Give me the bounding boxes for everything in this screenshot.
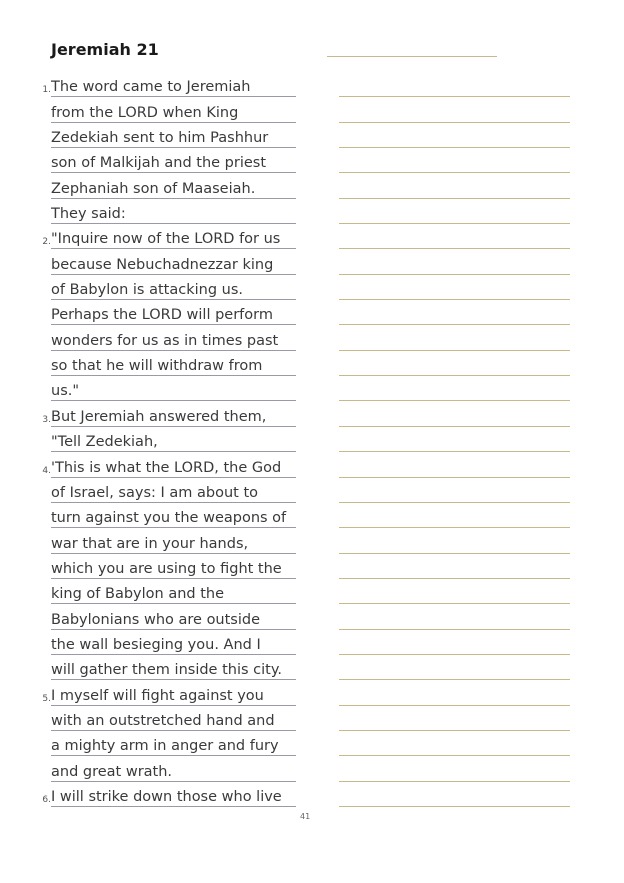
writing-line[interactable] bbox=[339, 604, 570, 629]
writing-line[interactable] bbox=[339, 680, 570, 705]
writing-line[interactable] bbox=[339, 427, 570, 452]
text-line bbox=[38, 579, 296, 604]
writing-line[interactable] bbox=[339, 756, 570, 781]
verse-number: 2. bbox=[42, 237, 51, 248]
writing-line[interactable] bbox=[339, 782, 570, 807]
writing-line[interactable] bbox=[339, 630, 570, 655]
writing-line[interactable] bbox=[339, 706, 570, 731]
text-line bbox=[38, 249, 296, 274]
line-text: of Israel, says: I am about to bbox=[51, 484, 259, 501]
writing-column bbox=[339, 72, 570, 807]
text-line bbox=[38, 478, 296, 503]
text-line bbox=[38, 680, 296, 705]
writing-line[interactable] bbox=[339, 376, 570, 401]
line-text: will gather them inside this city. bbox=[51, 662, 282, 679]
text-line bbox=[38, 199, 296, 224]
text-line bbox=[38, 97, 296, 122]
text-line bbox=[38, 427, 296, 452]
page-number: 41 bbox=[300, 812, 311, 821]
writing-line[interactable] bbox=[339, 97, 570, 122]
page-title: Jeremiah 21 bbox=[51, 40, 159, 59]
text-line bbox=[38, 72, 296, 97]
text-line bbox=[38, 528, 296, 553]
line-text: us." bbox=[51, 383, 80, 400]
text-line bbox=[38, 452, 296, 477]
line-text: Zephaniah son of Maaseiah. bbox=[51, 180, 256, 197]
text-line bbox=[38, 731, 296, 756]
writing-line[interactable] bbox=[339, 579, 570, 604]
line-text: son of Malkijah and the priest bbox=[51, 155, 267, 172]
writing-line[interactable] bbox=[339, 452, 570, 477]
line-text: I will strike down those who live bbox=[51, 788, 282, 805]
line-text: with an outstretched hand and bbox=[51, 712, 275, 729]
text-line bbox=[38, 224, 296, 249]
text-line bbox=[38, 706, 296, 731]
text-line bbox=[38, 123, 296, 148]
line-text: "Inquire now of the LORD for us bbox=[51, 231, 281, 248]
writing-line[interactable] bbox=[339, 503, 570, 528]
writing-line[interactable] bbox=[339, 655, 570, 680]
text-line bbox=[38, 554, 296, 579]
scripture-column bbox=[38, 72, 296, 807]
line-text: The word came to Jeremiah bbox=[51, 79, 251, 96]
writing-line[interactable] bbox=[339, 173, 570, 198]
writing-line[interactable] bbox=[339, 401, 570, 426]
writing-line[interactable] bbox=[339, 72, 570, 97]
line-text: Babylonians who are outside bbox=[51, 611, 261, 628]
line-text: turn against you the weapons of bbox=[51, 510, 287, 527]
name-line bbox=[327, 56, 497, 57]
line-text: from the LORD when King bbox=[51, 104, 239, 121]
writing-line[interactable] bbox=[339, 300, 570, 325]
text-line bbox=[38, 503, 296, 528]
verse-number: 1. bbox=[42, 85, 51, 96]
line-text: Zedekiah sent to him Pashhur bbox=[51, 130, 269, 147]
writing-line[interactable] bbox=[339, 148, 570, 173]
writing-line[interactable] bbox=[339, 325, 570, 350]
writing-line[interactable] bbox=[339, 224, 570, 249]
text-line bbox=[38, 655, 296, 680]
line-text: They said: bbox=[51, 206, 126, 223]
line-text: so that he will withdraw from bbox=[51, 358, 263, 375]
writing-line[interactable] bbox=[339, 731, 570, 756]
text-line bbox=[38, 351, 296, 376]
line-text: a mighty arm in anger and fury bbox=[51, 738, 279, 755]
text-line bbox=[38, 756, 296, 781]
verse-number: 4. bbox=[42, 465, 51, 476]
line-text: and great wrath. bbox=[51, 763, 173, 780]
text-line bbox=[38, 148, 296, 173]
line-text: wonders for us as in times past bbox=[51, 332, 279, 349]
text-line bbox=[38, 275, 296, 300]
text-line bbox=[38, 604, 296, 629]
line-text: king of Babylon and the bbox=[51, 586, 225, 603]
writing-line[interactable] bbox=[339, 249, 570, 274]
text-line bbox=[38, 401, 296, 426]
line-text: which you are using to fight the bbox=[51, 560, 282, 577]
text-line bbox=[38, 173, 296, 198]
line-text: war that are in your hands, bbox=[51, 535, 249, 552]
writing-line[interactable] bbox=[339, 275, 570, 300]
line-text: 'This is what the LORD, the God bbox=[51, 459, 282, 476]
line-text: of Babylon is attacking us. bbox=[51, 282, 243, 299]
writing-line[interactable] bbox=[339, 528, 570, 553]
line-text: But Jeremiah answered them, bbox=[51, 408, 267, 425]
verse-number: 3. bbox=[42, 414, 51, 425]
writing-line[interactable] bbox=[339, 351, 570, 376]
writing-line[interactable] bbox=[339, 199, 570, 224]
line-text: because Nebuchadnezzar king bbox=[51, 256, 274, 273]
line-text: I myself will fight against you bbox=[51, 687, 264, 704]
line-text: "Tell Zedekiah, bbox=[51, 434, 158, 451]
writing-line[interactable] bbox=[339, 123, 570, 148]
underline bbox=[51, 806, 296, 807]
writing-line[interactable] bbox=[339, 478, 570, 503]
verse-number: 6. bbox=[42, 794, 51, 805]
text-line bbox=[38, 300, 296, 325]
text-line bbox=[38, 782, 296, 807]
verse-number: 5. bbox=[42, 693, 51, 704]
text-line bbox=[38, 630, 296, 655]
line-text: Perhaps the LORD will perform bbox=[51, 307, 273, 324]
line-text: the wall besieging you. And I bbox=[51, 636, 261, 653]
text-line bbox=[38, 376, 296, 401]
text-line bbox=[38, 325, 296, 350]
writing-line[interactable] bbox=[339, 554, 570, 579]
